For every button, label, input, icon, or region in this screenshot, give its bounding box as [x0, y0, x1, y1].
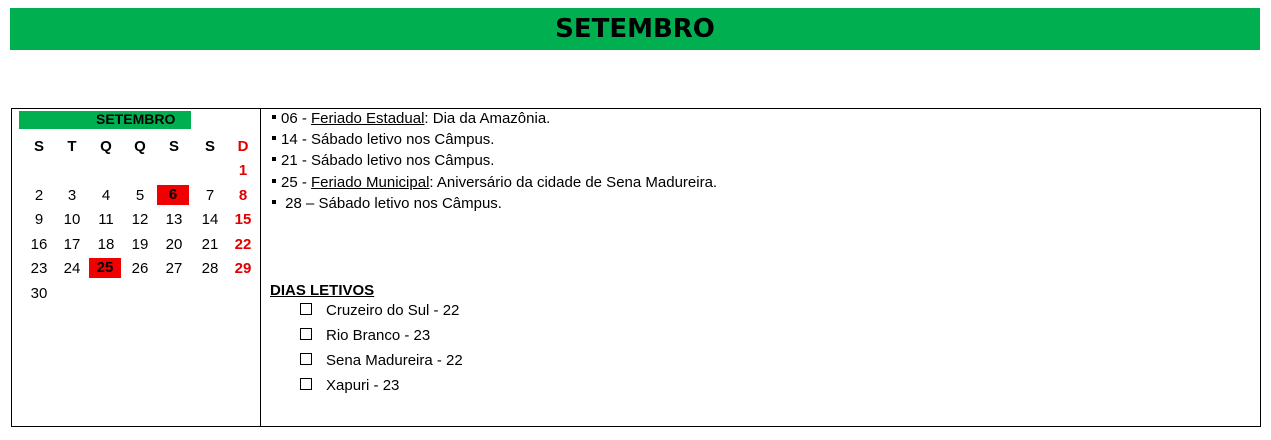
event-item — [270, 195, 502, 212]
calendar-day: 17 — [63, 235, 81, 253]
event-text: 28 – Sábado letivo nos Câmpus. — [281, 194, 502, 212]
bullet-icon — [272, 136, 276, 140]
dias-letivos-label: Sena Madureira - 22 — [326, 352, 463, 369]
bullet-icon — [272, 200, 276, 204]
checkbox-icon — [300, 303, 312, 315]
event-holiday-type: Feriado Municipal — [311, 173, 430, 191]
calendar-day: 10 — [63, 211, 81, 228]
event-holiday-type: Feriado Estadual — [311, 110, 425, 127]
calendar-day: 24 — [63, 260, 81, 277]
bullet-icon — [272, 157, 276, 161]
calendar-day: 23 — [30, 260, 48, 277]
checkbox-icon — [300, 378, 312, 390]
calendar-day: 26 — [131, 260, 149, 277]
calendar-day: 12 — [131, 211, 149, 228]
event-description: : Dia da Amazônia. — [424, 110, 551, 127]
event-item — [270, 152, 494, 169]
dias-letivos-title: DIAS LETIVOS — [270, 282, 375, 299]
calendar-day: 30 — [30, 284, 48, 302]
calendar-day: 7 — [205, 186, 215, 204]
calendar-day: 20 — [165, 235, 183, 253]
calendar-day: 9 — [34, 211, 44, 228]
calendar-day: 8 — [238, 186, 248, 204]
calendar-day: 29 — [234, 260, 252, 277]
weekday-header: S — [204, 138, 215, 155]
calendar-day: 3 — [67, 186, 77, 204]
month-banner — [10, 8, 1260, 50]
dias-letivos-item — [300, 327, 430, 344]
dias-letivos-item — [300, 302, 459, 319]
calendar-day: 22 — [234, 235, 252, 253]
dias-letivos-item — [300, 352, 463, 369]
calendar-day: 6 — [157, 185, 189, 205]
calendar-day: 4 — [101, 186, 111, 204]
event-text: 25 - — [281, 173, 312, 191]
calendar-day: 27 — [165, 260, 183, 277]
month-panel — [11, 108, 1261, 427]
calendar-day: 2 — [34, 186, 44, 204]
event-item — [270, 131, 494, 148]
weekday-header: T — [67, 138, 77, 155]
event-description: : Aniversário da cidade de Sena Madureira. — [429, 173, 718, 191]
panel-divider — [260, 109, 261, 426]
checkbox-icon — [300, 328, 312, 340]
calendar-day: 13 — [165, 211, 183, 228]
event-item — [270, 174, 717, 191]
calendar-day: 18 — [97, 235, 115, 253]
event-text: 14 - Sábado letivo nos Câmpus. — [281, 131, 495, 149]
event-item — [270, 110, 550, 127]
weekday-header: S — [33, 138, 44, 155]
event-text: 06 - — [281, 110, 312, 127]
calendar-day: 16 — [30, 235, 48, 253]
calendar-day: 5 — [135, 186, 145, 204]
checkbox-icon — [300, 353, 312, 365]
calendar-day: 19 — [131, 235, 149, 253]
weekday-header: D — [237, 138, 249, 155]
calendar-day: 28 — [201, 260, 219, 277]
weekday-header: Q — [100, 138, 112, 155]
banner-title: SETEMBRO — [555, 14, 715, 44]
weekday-header: Q — [134, 138, 146, 155]
calendar-day: 21 — [201, 235, 219, 253]
dias-letivos-label: Xapuri - 23 — [326, 377, 400, 394]
dias-letivos-label: Rio Branco - 23 — [326, 327, 431, 344]
calendar-day: 11 — [98, 211, 114, 228]
dias-letivos-item — [300, 377, 399, 394]
bullet-icon — [272, 115, 276, 119]
calendar-day: 25 — [89, 258, 121, 278]
bullet-icon — [272, 179, 276, 183]
dias-letivos-label: Cruzeiro do Sul - 22 — [326, 302, 460, 319]
calendar-day: 14 — [201, 211, 219, 228]
mini-calendar-title: SETEMBRO — [96, 111, 176, 127]
calendar-day: 1 — [238, 162, 248, 179]
event-text: 21 - Sábado letivo nos Câmpus. — [281, 152, 495, 170]
weekday-header: S — [168, 138, 179, 155]
calendar-day: 15 — [234, 211, 252, 228]
